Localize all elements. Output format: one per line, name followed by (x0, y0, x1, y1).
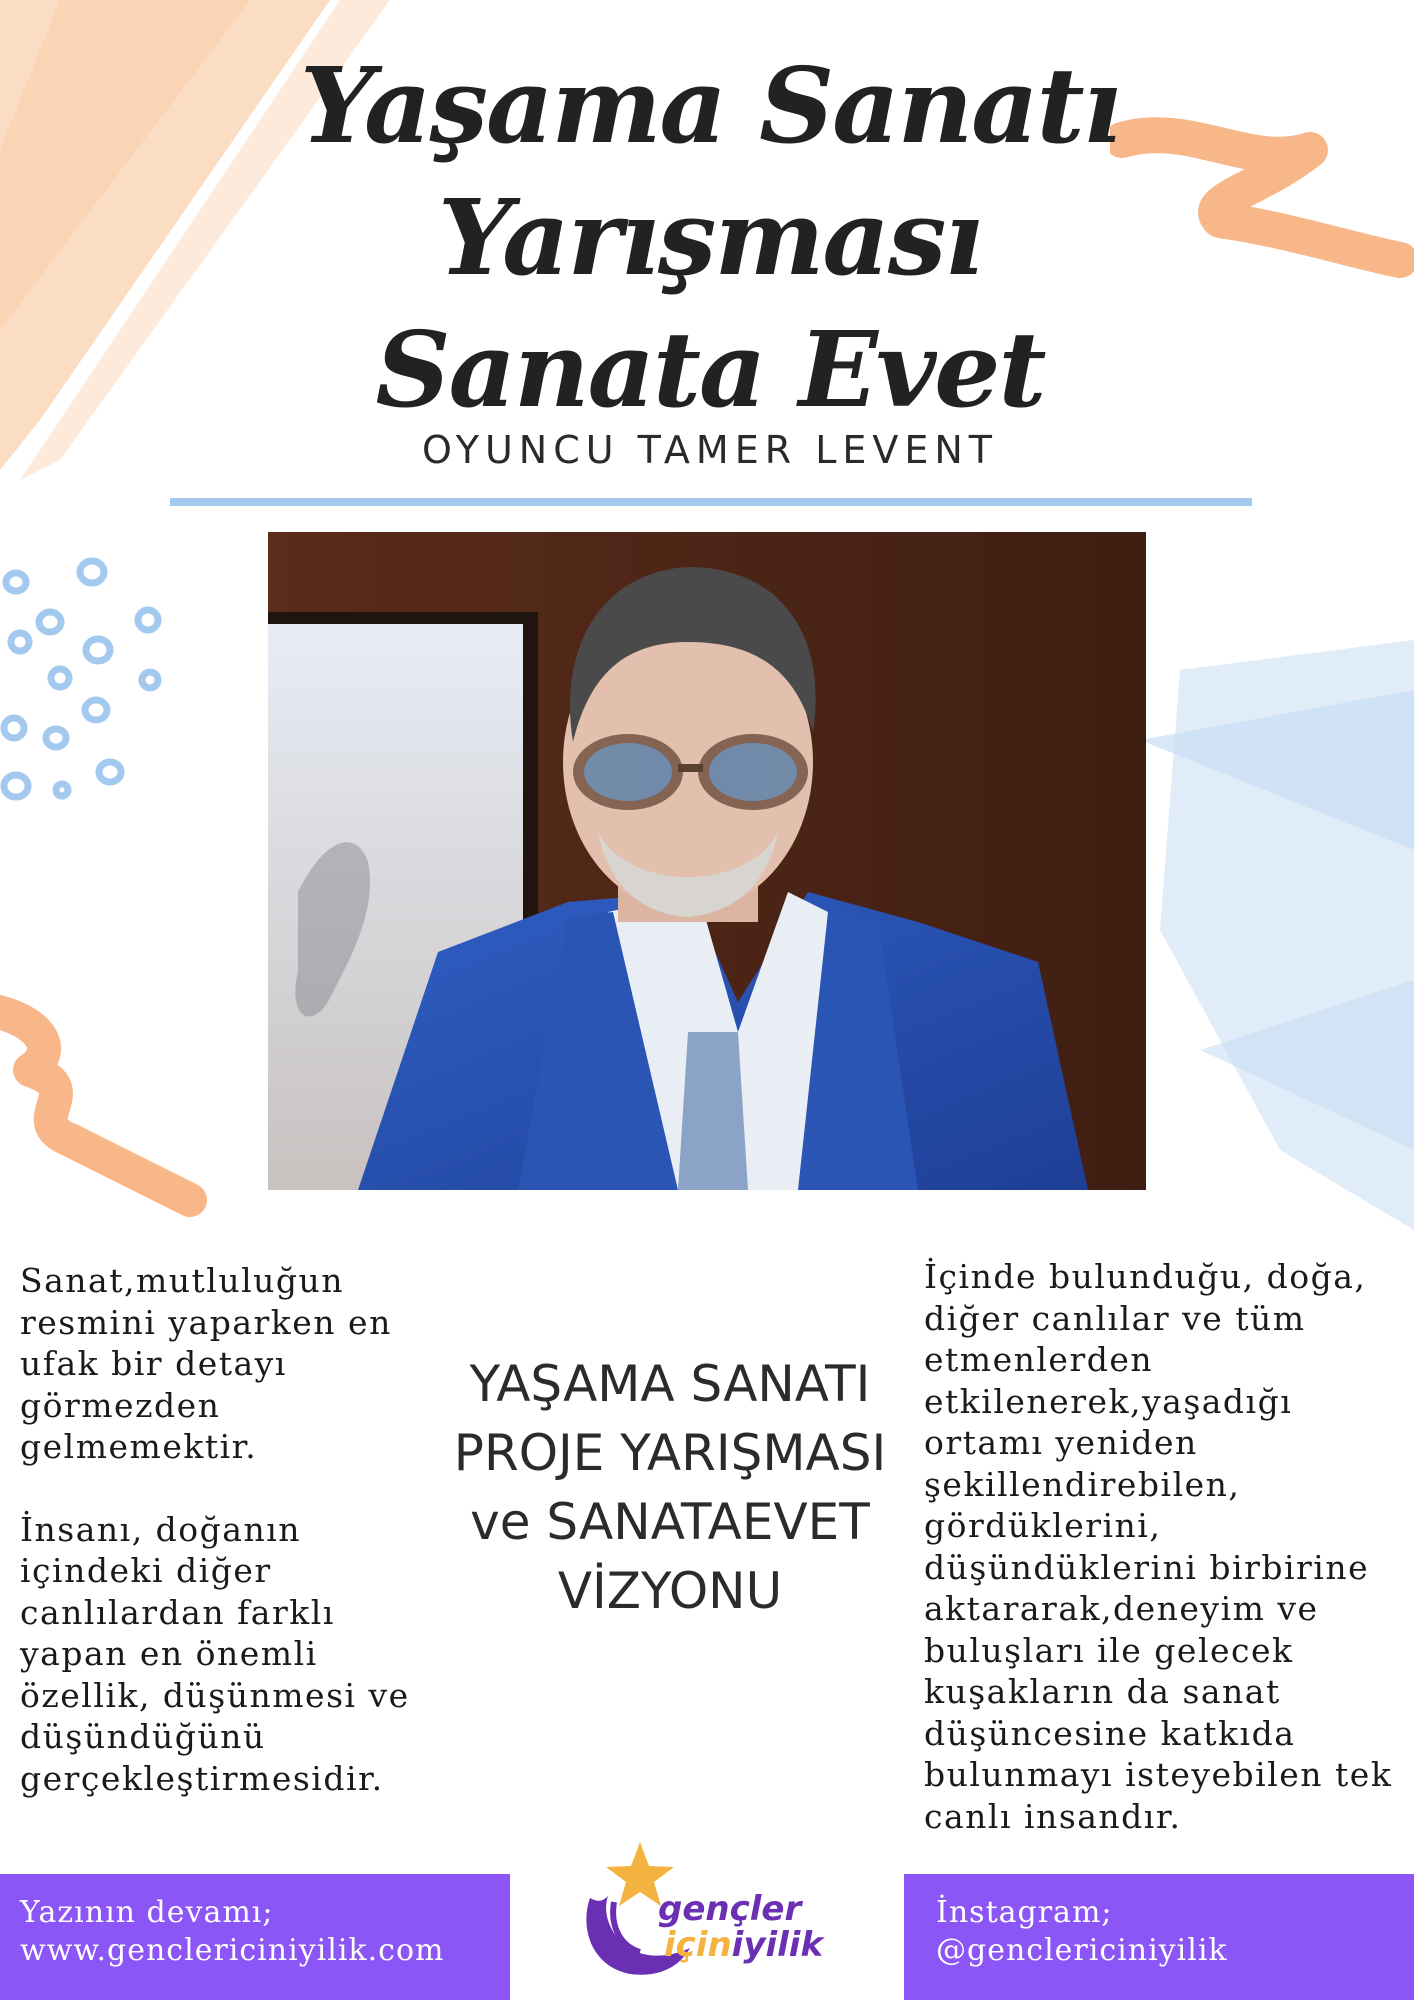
footer-website-label: Yazının devamı; (20, 1895, 274, 1930)
left-text-column (20, 1260, 440, 1799)
divider-line (170, 498, 1252, 506)
logo-text-line-1: gençler (658, 1889, 802, 1929)
logo-text-icin: için (664, 1925, 732, 1965)
orange-zigzag-top-right (1110, 110, 1414, 290)
footer-instagram-label: İnstagram; (936, 1895, 1113, 1930)
footer-website-box (0, 1874, 510, 2000)
footer-website-url[interactable]: www.genclericiniyilik.com (20, 1933, 445, 1968)
blue-dots-left (0, 550, 180, 810)
title-line-1: Yaşama Sanatı (300, 44, 1121, 167)
left-paragraph-2: İnsanı, doğanın içindeki diğer canlılardan farklı yapan en önemli özellik, düşünmesi ve düşündüğünü gerçekleştirmesidir. (20, 1509, 410, 1798)
right-paragraph: İçinde bulunduğu, doğa, diğer canlılar ve tüm etmenlerden etkilenerek,yaşadığı ortamı yeniden şekillendirebilen, gördüklerini, düşündüklerini birbirine aktararak,deneyim ve buluşları ile gelecek kuşakların da sanat düşüncesine katkıda bulunmayı isteyebilen tek canlı insandır. (924, 1257, 1393, 1836)
footer-instagram-handle[interactable]: @genclericiniyilik (936, 1933, 1228, 1968)
subtitle: OYUNCU TAMER LEVENT (421, 428, 999, 472)
footer-instagram-box (904, 1874, 1414, 2000)
title-line-2: Yarışması (438, 176, 982, 299)
center-heading: YAŞAMA SANATI PROJE YARIŞMASI ve SANATAEVET VİZYONU (453, 1355, 887, 1620)
orange-zigzag-bottom-left (0, 990, 220, 1220)
portrait-photo (268, 532, 1146, 1190)
genclericiniyilik-logo (570, 1836, 830, 1986)
title-line-3: Sanata Evet (375, 308, 1045, 431)
logo-text-iyilik: iyilik (731, 1925, 824, 1965)
poster-title (300, 40, 1120, 436)
left-paragraph-1: Sanat,mutluluğun resmini yaparken en ufak bir detayı görmezden gelmemektir. (20, 1261, 392, 1466)
light-blue-brush-strokes-right (1140, 630, 1414, 1250)
svg-text:içiniyilik (664, 1925, 825, 1965)
right-text-column (924, 1256, 1394, 1837)
